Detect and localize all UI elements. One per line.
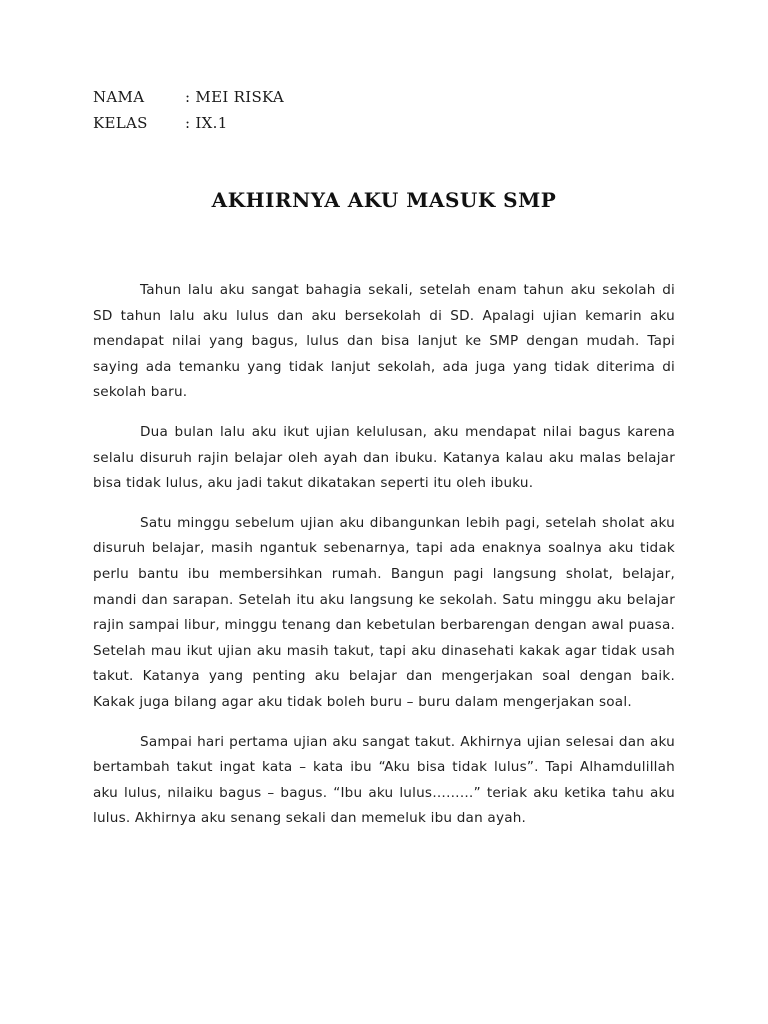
name-value: : MEI RISKA	[185, 88, 285, 106]
paragraph-3: Satu minggu sebelum ujian aku dibangunkan lebih pagi, setelah sholat aku disuruh belajar, masih ngantuk sebenarnya, tapi ada enaknya soalnya aku tidak perlu bantu ibu membersihkan rumah. Bangun pagi langsung sholat, belajar, mandi dan sarapan. Setelah itu aku langsung ke sekolah. Satu minggu aku belajar rajin sampai libur, minggu tenang dan kebetulan berbarengan dengan awal puasa. Setelah mau ikut ujian aku masih takut, tapi aku dinasehati kakak agar tidak usah takut. Katanya yang penting aku belajar dan mengerjakan soal dengan baik. Kakak juga bilang agar aku tidak boleh buru – buru dalam mengerjakan soal.	[93, 514, 675, 710]
name-label: NAMA	[93, 88, 145, 106]
class-label: KELAS	[93, 114, 148, 132]
student-info	[93, 84, 284, 136]
paragraph-2: Dua bulan lalu aku ikut ujian kelulusan, aku mendapat nilai bagus karena selalu disuruh rajin belajar oleh ayah dan ibuku. Katanya kalau aku malas belajar bisa tidak lulus, aku jadi takut dikatakan seperti itu oleh ibuku.	[93, 423, 675, 492]
paragraph-1: Tahun lalu aku sangat bahagia sekali, setelah enam tahun aku sekolah di SD tahun lalu aku lulus dan aku bersekolah di SD. Apalagi ujian kemarin aku mendapat nilai yang bagus, lulus dan bisa lanjut ke SMP dengan mudah. Tapi saying ada temanku yang tidak lanjut sekolah, ada juga yang tidak diterima di sekolah baru.	[93, 282, 675, 401]
name-row	[93, 84, 284, 110]
document-title: AKHIRNYA AKU MASUK SMP	[211, 188, 557, 212]
paragraph-4: Sampai hari pertama ujian aku sangat takut. Akhirnya ujian selesai dan aku bertambah takut ingat kata – kata ibu “Aku bisa tidak lulus”. Tapi Alhamdulillah aku lulus, nilaiku bagus – bagus. “Ibu aku lulus………” teriak aku ketika tahu aku lulus. Akhirnya aku senang sekali dan memeluk ibu dan ayah.	[93, 733, 675, 827]
essay-body	[93, 278, 675, 846]
class-row	[93, 110, 284, 136]
class-value: : IX.1	[185, 114, 228, 132]
